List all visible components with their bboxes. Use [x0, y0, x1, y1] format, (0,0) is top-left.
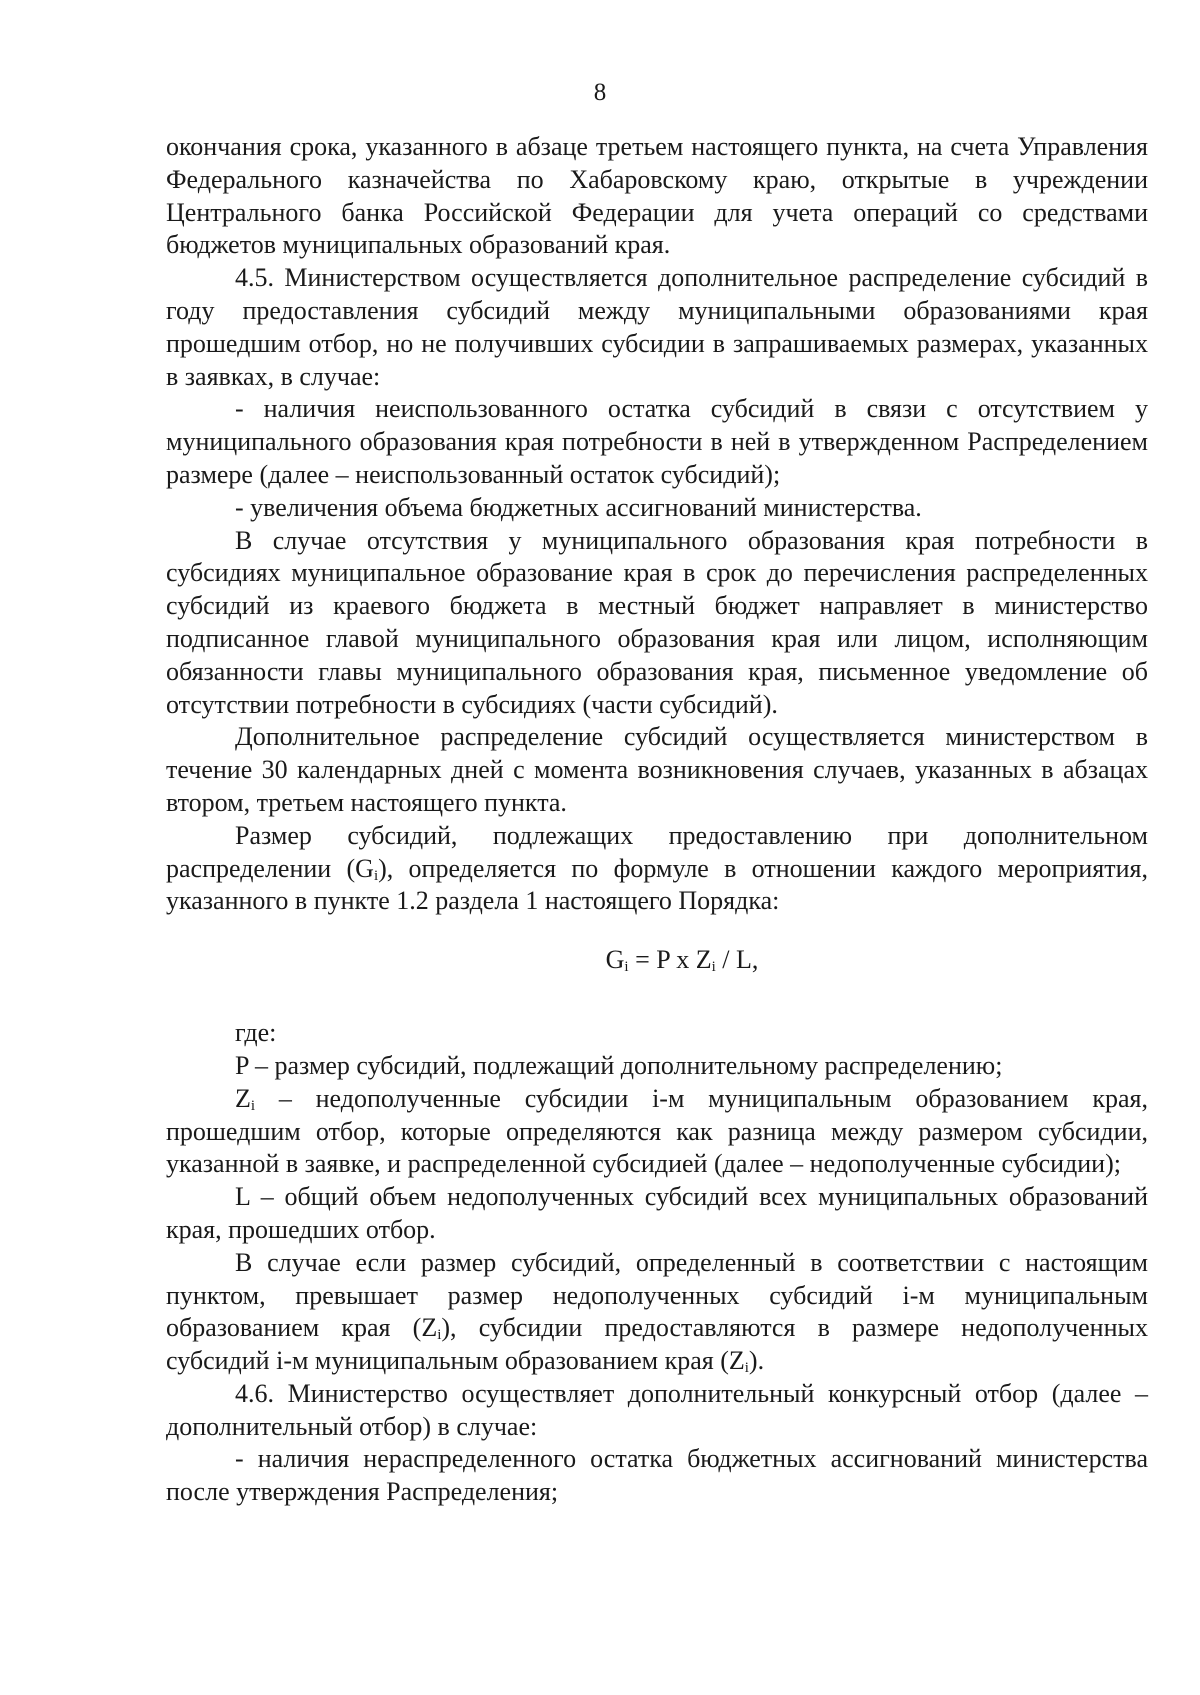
paragraph-definition-l: L – общий объем недополученных субсидий всех муниципальных образований края, прошедших отбор.	[166, 1182, 1148, 1244]
formula-intro-text-after: ), определяется по формуле в отношении каждого мероприятия, указанного в пункте 1.2 раздела 1 настоящего Порядка:	[166, 853, 1148, 916]
paragraph-4-5-intro: 4.5. Министерством осуществляется дополнительное распределение субсидий в году предоставления субсидий между муниципальными образованиями края прошедшим отбор, но не получивших субсидии в запрашиваемых размерах, указанных в заявках, в случае:	[166, 263, 1148, 391]
definition-z-text: – недополученные субсидии i-м муниципальным образованием края, прошедшим отбор, которые определяются как разница между размером субсидии, указанной в заявке, и распределенной субсидией (далее – недополученные субсидии);	[166, 1083, 1148, 1179]
paragraph-formula-intro	[166, 820, 1148, 918]
formula-spacing-top	[166, 918, 1148, 944]
formula-middle: = P x Z	[628, 945, 712, 975]
paragraph-excess-case	[166, 1247, 1148, 1378]
formula-spacing-bottom	[166, 976, 1148, 1017]
definition-z-subscript: i	[250, 1097, 256, 1114]
paragraph-unused-remainder: - наличия неиспользованного остатка субсидий в связи с отсутствием у муниципального образования края потребности в ней в утвержденном Распределением размере (далее – неиспользованный остаток субсидий);	[166, 394, 1148, 489]
paragraph-4-6-intro: 4.6. Министерство осуществляет дополнительный конкурсный отбор (далее – дополнительный отбор) в случае:	[166, 1378, 1148, 1441]
document-body	[166, 131, 1148, 1509]
formula-g-subscript: i	[624, 959, 629, 976]
paragraph-redistribution-term: Дополнительное распределение субсидий осуществляется министерством в течение 30 календарных дней с момента возникновения случаев, указанных в абзацах втором, третьем настоящего пункта.	[166, 722, 1148, 817]
excess-case-part-3: ).	[748, 1346, 765, 1376]
formula-g: G	[605, 945, 625, 975]
formula	[166, 944, 1148, 976]
excess-case-subscript-1: i	[437, 1327, 442, 1344]
paragraph-account-transfer: окончания срока, указанного в абзаце третьем настоящего пункта, на счета Управления Федерального казначейства по Хабаровскому краю, открытые в учреждении Центрального банка Российской Федерации для учета операций со средствами бюджетов муниципальных образований края.	[166, 132, 1148, 260]
paragraph-definition-p: P – размер субсидий, подлежащий дополнительному распределению;	[235, 1050, 1003, 1080]
paragraph-unallocated-remainder: - наличия нераспределенного остатка бюджетных ассигнований министерства после утверждения Распределения;	[166, 1444, 1148, 1507]
paragraph-budget-increase: - увеличения объема бюджетных ассигнований министерства.	[235, 492, 922, 522]
formula-end: / L,	[715, 945, 759, 975]
excess-case-subscript-2: i	[744, 1360, 749, 1377]
formula-intro-subscript: i	[373, 867, 379, 884]
page-number: 8	[593, 79, 607, 106]
excess-case-part-1: В случае если размер субсидий, определенный в соответствии с настоящим пунктом, превышает размер недополученных субсидий i-м муниципальным образованием края (Z	[166, 1247, 1148, 1343]
excess-case-part-2: ), субсидии предоставляются в размере недополученных субсидий i-м муниципальным образованием края (Z	[166, 1313, 1148, 1376]
definition-z-symbol: Z	[235, 1083, 251, 1113]
paragraph-no-need-notice: В случае отсутствия у муниципального образования края потребности в субсидиях муниципальное образование края в срок до перечисления распределенных субсидий из краевого бюджета в местный бюджет направляет в министерство подписанное главой муниципального образования края или лицом, исполняющим обязанности главы муниципального образования края, письменное уведомление об отсутствии потребности в субсидиях (части субсидий).	[166, 525, 1148, 719]
paragraph-definition-z	[166, 1083, 1148, 1181]
formula-intro-text-before: Размер субсидий, подлежащих предоставлению при дополнительном распределении (G	[166, 820, 1148, 883]
formula-z-subscript: i	[711, 959, 716, 976]
paragraph-where: где:	[235, 1018, 277, 1048]
